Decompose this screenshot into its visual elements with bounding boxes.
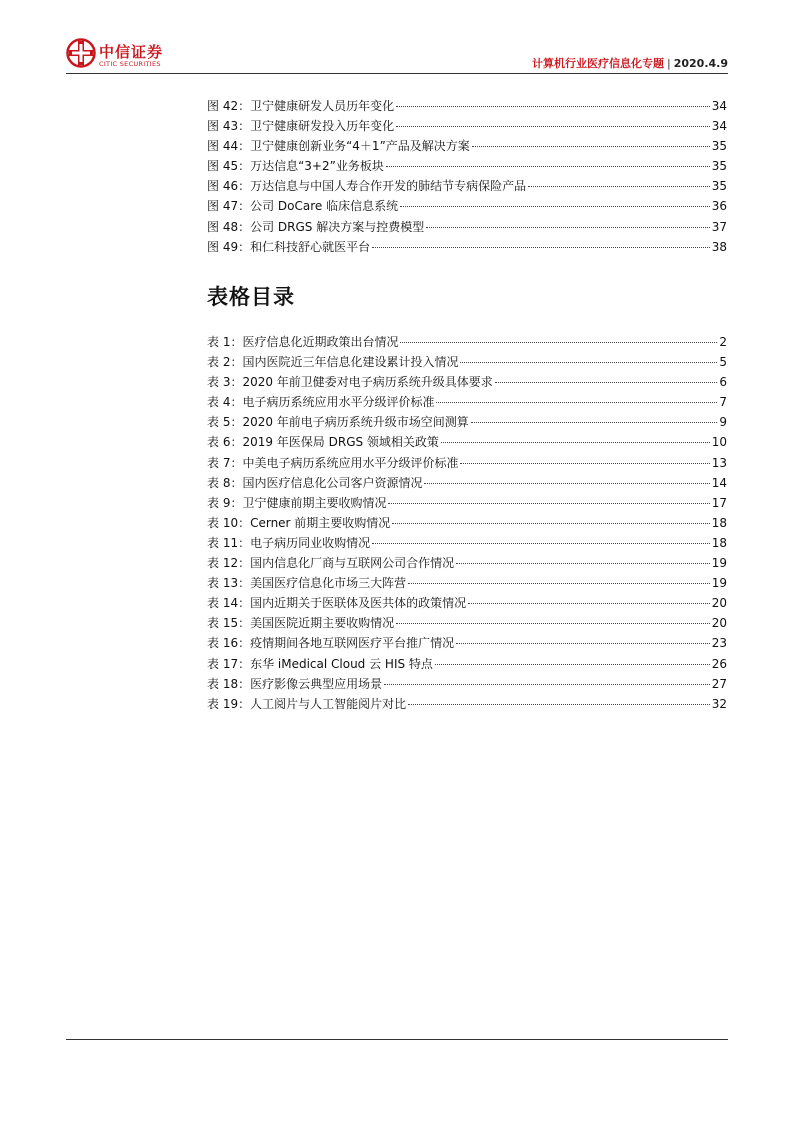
toc-entry-page: 26 <box>711 656 727 671</box>
toc-leader <box>456 562 710 564</box>
toc-entry[interactable] <box>207 176 727 196</box>
toc-entry-page: 27 <box>711 676 727 691</box>
toc-leader <box>372 246 710 248</box>
toc-entry-page: 32 <box>711 696 727 711</box>
logo-text-cn: 中信证券 <box>99 43 164 61</box>
toc-entry-page: 14 <box>711 475 727 490</box>
page-header <box>66 38 728 74</box>
toc-entry-label: 表 10：Cerner 前期主要收购情况 <box>207 515 391 530</box>
toc-leader <box>435 663 710 665</box>
toc-entry[interactable] <box>207 332 727 352</box>
toc-entry-label: 表 8：国内医疗信息化公司客户资源情况 <box>207 475 423 490</box>
toc-entry-label: 表 5：2020 年前电子病历系统升级市场空间测算 <box>207 415 469 430</box>
toc-entry-page: 6 <box>719 375 727 390</box>
toc-leader <box>528 185 710 187</box>
logo-text-en: CITIC SECURITIES <box>99 60 161 68</box>
toc-leader <box>396 125 710 127</box>
header-divider <box>66 73 728 74</box>
toc-entry[interactable] <box>207 513 727 533</box>
header-info <box>532 55 728 71</box>
toc-entry[interactable] <box>207 473 727 493</box>
toc-entry[interactable] <box>207 392 727 412</box>
toc-entry-page: 34 <box>711 119 727 134</box>
toc-entry[interactable] <box>207 573 727 593</box>
toc-entry-page: 7 <box>719 395 727 410</box>
toc-entry[interactable] <box>207 352 727 372</box>
toc-entry-label: 表 6：2019 年医保局 DRGS 领域相关政策 <box>207 435 439 450</box>
tables-toc <box>207 332 727 714</box>
toc-entry[interactable] <box>207 633 727 653</box>
toc-entry[interactable] <box>207 533 727 553</box>
toc-entry-label: 图 46：万达信息与中国人寿合作开发的肺结节专病保险产品 <box>207 179 527 194</box>
toc-entry-page: 2 <box>719 335 727 349</box>
toc-leader <box>441 441 710 443</box>
toc-entry-page: 35 <box>711 139 727 154</box>
header-separator: | <box>667 57 671 70</box>
toc-entry-label: 表 9：卫宁健康前期主要收购情况 <box>207 495 387 510</box>
toc-entry-label: 表 12：国内信息化厂商与互联网公司合作情况 <box>207 556 455 571</box>
toc-entry-page: 37 <box>711 219 727 234</box>
toc-entry[interactable] <box>207 432 727 452</box>
toc-entry-page: 18 <box>711 535 727 550</box>
toc-entry-label: 表 4：电子病历系统应用水平分级评价标准 <box>207 395 435 410</box>
citic-logo-icon <box>66 38 96 68</box>
toc-leader <box>388 502 709 504</box>
toc-entry-page: 20 <box>711 616 727 631</box>
toc-entry-page: 13 <box>711 455 727 470</box>
toc-entry-label: 图 47：公司 DoCare 临床信息系统 <box>207 199 399 214</box>
toc-entry-page: 19 <box>711 556 727 571</box>
toc-entry-label: 图 43：卫宁健康研发投入历年变化 <box>207 119 395 134</box>
report-date: 2020.4.9 <box>673 57 728 70</box>
toc-entry-label: 图 48：公司 DRGS 解决方案与控费模型 <box>207 219 425 234</box>
toc-leader <box>396 105 710 107</box>
toc-entry[interactable] <box>207 694 727 714</box>
toc-leader <box>436 401 717 403</box>
toc-leader <box>471 421 718 423</box>
toc-entry-page: 23 <box>711 636 727 651</box>
toc-entry-page: 35 <box>711 159 727 174</box>
toc-entry-page: 9 <box>719 415 727 430</box>
toc-leader <box>424 482 709 484</box>
toc-entry-page: 10 <box>711 435 727 450</box>
toc-entry-page: 5 <box>719 355 727 370</box>
toc-leader <box>396 622 710 624</box>
figures-toc <box>207 96 727 257</box>
toc-leader <box>408 703 710 705</box>
toc-entry-label: 图 45：万达信息“3+2”业务板块 <box>207 159 384 174</box>
toc-leader <box>456 642 710 644</box>
toc-entry-label: 图 44：卫宁健康创新业务“4＋1”产品及解决方案 <box>207 139 470 154</box>
toc-entry[interactable] <box>207 96 727 116</box>
toc-entry-page: 17 <box>711 495 727 510</box>
toc-entry[interactable] <box>207 453 727 473</box>
toc-entry-label: 表 18：医疗影像云典型应用场景 <box>207 676 383 691</box>
toc-entry[interactable] <box>207 412 727 432</box>
toc-leader <box>408 582 710 584</box>
toc-entry[interactable] <box>207 493 727 513</box>
toc-entry-label: 表 17：东华 iMedical Cloud 云 HIS 特点 <box>207 656 433 671</box>
toc-entry[interactable] <box>207 593 727 613</box>
toc-leader <box>384 683 710 685</box>
toc-entry-label: 表 14：国内近期关于医联体及医共体的政策情况 <box>207 596 467 611</box>
toc-leader <box>392 522 709 524</box>
toc-leader <box>472 145 710 147</box>
toc-entry-label: 表 11：电子病历同业收购情况 <box>207 535 371 550</box>
section-title: 表格目录 <box>207 285 295 309</box>
toc-leader <box>468 602 710 604</box>
footer-divider <box>66 1039 728 1040</box>
toc-leader <box>460 361 717 363</box>
toc-entry-label: 图 42：卫宁健康研发人员历年变化 <box>207 99 395 113</box>
toc-entry[interactable] <box>207 156 727 176</box>
toc-entry-page: 36 <box>711 199 727 214</box>
report-title: 计算机行业医疗信息化专题 <box>532 57 664 70</box>
toc-entry-label: 表 2：国内医院近三年信息化建设累计投入情况 <box>207 355 459 370</box>
toc-entry-label: 表 7：中美电子病历系统应用水平分级评价标准 <box>207 455 459 470</box>
toc-leader <box>386 165 710 167</box>
toc-entry-label: 表 13：美国医疗信息化市场三大阵营 <box>207 576 407 591</box>
toc-entry[interactable] <box>207 217 727 237</box>
toc-entry-label: 表 16：疫情期间各地互联网医疗平台推广情况 <box>207 636 455 651</box>
toc-leader <box>495 381 718 383</box>
toc-entry[interactable] <box>207 553 727 573</box>
toc-leader <box>460 462 709 464</box>
toc-entry-label: 表 15：美国医院近期主要收购情况 <box>207 616 395 631</box>
toc-entry-page: 19 <box>711 576 727 591</box>
toc-entry-label: 表 1：医疗信息化近期政策出台情况 <box>207 335 399 349</box>
toc-entry-page: 18 <box>711 515 727 530</box>
toc-entry[interactable] <box>207 674 727 694</box>
toc-entry-label: 表 3：2020 年前卫健委对电子病历系统升级具体要求 <box>207 375 493 390</box>
toc-entry-page: 35 <box>711 179 727 194</box>
citic-logo <box>66 38 176 72</box>
toc-leader <box>400 341 717 343</box>
toc-entry[interactable] <box>207 237 727 257</box>
toc-leader <box>372 542 710 544</box>
toc-leader <box>400 205 710 207</box>
toc-entry[interactable] <box>207 372 727 392</box>
toc-entry[interactable] <box>207 136 727 156</box>
toc-entry-label: 表 19：人工阅片与人工智能阅片对比 <box>207 696 407 711</box>
toc-entry[interactable] <box>207 613 727 633</box>
toc-entry-page: 20 <box>711 596 727 611</box>
toc-entry[interactable] <box>207 116 727 136</box>
toc-entry[interactable] <box>207 654 727 674</box>
toc-entry-page: 38 <box>711 239 727 254</box>
toc-entry-label: 图 49：和仁科技舒心就医平台 <box>207 239 371 254</box>
toc-entry-page: 34 <box>711 99 727 113</box>
toc-leader <box>426 226 710 228</box>
toc-entry[interactable] <box>207 196 727 216</box>
